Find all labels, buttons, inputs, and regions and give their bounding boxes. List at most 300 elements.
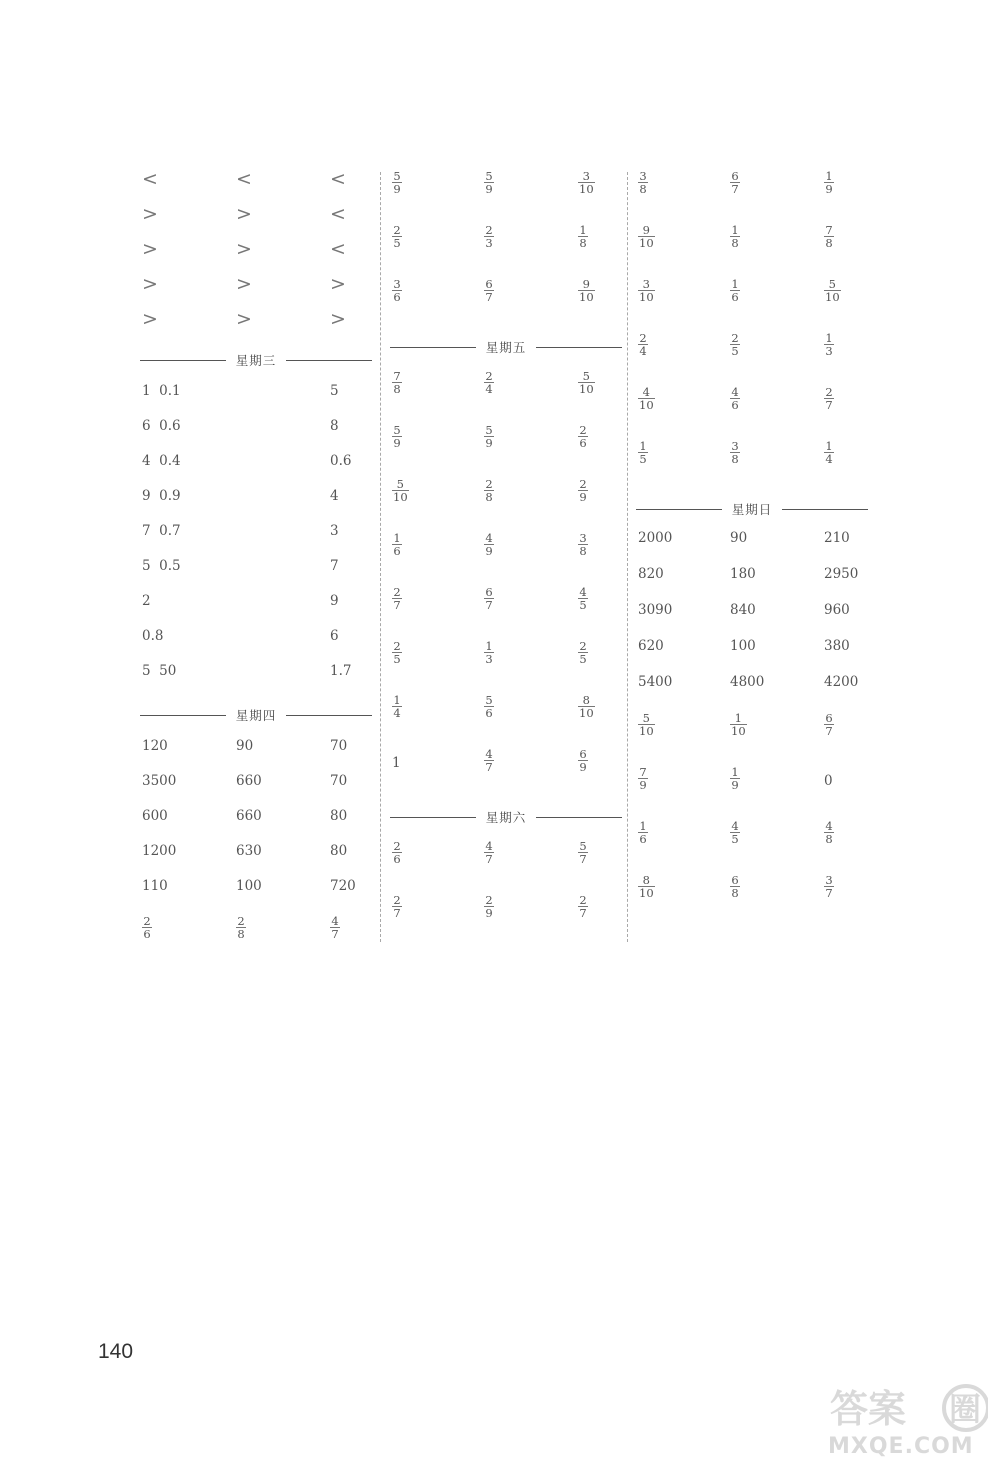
denominator: 7 (331, 927, 339, 941)
denominator: 10 (825, 290, 840, 304)
numerator: 6 (485, 277, 493, 291)
numerator: 5 (642, 711, 650, 725)
comparison-sign: > (142, 308, 158, 330)
numerator: 1 (639, 819, 647, 833)
numerator: 4 (731, 385, 739, 399)
numerator: 1 (734, 711, 742, 725)
answer-cell (484, 892, 494, 919)
fraction (730, 386, 740, 411)
answer-cell (142, 913, 152, 940)
answer-row (140, 738, 372, 773)
numerator: 1 (731, 223, 739, 237)
denominator: 9 (393, 436, 401, 450)
numerator: 2 (485, 223, 493, 237)
watermark-text: MXQE.COM (828, 1434, 974, 1459)
answer-cell (392, 892, 402, 919)
answer-row (140, 843, 372, 878)
column-divider-1 (380, 172, 381, 942)
numerator: 4 (485, 531, 493, 545)
answer-cell: 70 (330, 738, 348, 754)
numerator: 4 (579, 585, 587, 599)
answer-cell: 180 (730, 566, 756, 582)
answer-cell (392, 584, 402, 611)
denominator: 9 (579, 490, 587, 504)
comparison-sign: > (236, 238, 252, 260)
denominator: 8 (237, 927, 245, 941)
answer-cell (484, 692, 494, 719)
denominator: 8 (731, 886, 739, 900)
answer-cell (730, 222, 740, 249)
answer-row (636, 438, 868, 492)
denominator: 6 (639, 832, 647, 846)
answer-cell: 660 (236, 773, 262, 789)
numerator: 7 (639, 765, 647, 779)
answer-row (390, 222, 622, 276)
answer-cell: 3090 (638, 602, 673, 618)
answer-row (636, 872, 868, 926)
answer-cell (638, 710, 655, 737)
answer-cell (392, 530, 402, 557)
answer-cell: 7 (330, 558, 339, 574)
answer-cell (392, 476, 409, 503)
fraction (730, 170, 740, 195)
fraction (392, 224, 402, 249)
answer-cell (578, 476, 588, 503)
fraction (330, 915, 340, 940)
numerator: 5 (828, 277, 836, 291)
answer-cell (578, 222, 588, 249)
comparison-sign: < (330, 203, 346, 225)
answer-cell (730, 764, 740, 791)
answer-cell (730, 710, 747, 737)
denominator: 7 (485, 290, 493, 304)
numerator: 7 (393, 369, 401, 383)
answer-cell (578, 638, 588, 665)
answer-cell: 2 (142, 593, 151, 609)
comparison-sign: > (236, 203, 252, 225)
numerator: 6 (579, 747, 587, 761)
fraction (730, 278, 740, 303)
fraction (578, 478, 588, 503)
answer-cell (578, 746, 588, 773)
answer-cell (578, 168, 595, 195)
numerator: 6 (731, 169, 739, 183)
denominator: 8 (731, 236, 739, 250)
denominator: 10 (579, 706, 594, 720)
comparison-sign: > (330, 308, 346, 330)
numerator: 1 (485, 639, 493, 653)
fraction (638, 224, 655, 249)
denominator: 7 (825, 724, 833, 738)
answer-cell (730, 330, 740, 357)
fraction (484, 478, 494, 503)
answer-cell: 9 (330, 593, 339, 609)
fraction (638, 712, 655, 737)
numerator: 4 (331, 914, 339, 928)
denominator: 3 (825, 344, 833, 358)
numerator: 5 (485, 423, 493, 437)
numerator: 2 (579, 639, 587, 653)
fraction (392, 532, 402, 557)
denominator: 10 (579, 290, 594, 304)
fraction (578, 424, 588, 449)
comparison-sign: > (236, 308, 252, 330)
answer-cell (330, 913, 340, 940)
fraction (392, 170, 402, 195)
answer-cell: 90 (236, 738, 254, 754)
answer-cell (638, 764, 648, 791)
numerator: 1 (825, 169, 833, 183)
denominator: 7 (485, 760, 493, 774)
fraction (638, 170, 648, 195)
answer-cell (824, 818, 834, 845)
numerator: 5 (582, 369, 590, 383)
comparison-sign: > (236, 273, 252, 295)
answer-row (390, 168, 622, 222)
fraction (392, 894, 402, 919)
fraction (824, 170, 834, 195)
denominator: 5 (731, 344, 739, 358)
answer-row (636, 276, 868, 330)
answer-cell (392, 368, 402, 395)
fraction (484, 424, 494, 449)
answer-cell (484, 422, 494, 449)
fraction (578, 278, 595, 303)
answer-row (636, 710, 868, 764)
numerator: 5 (579, 839, 587, 853)
answer-row (390, 692, 622, 746)
denominator: 6 (143, 927, 151, 941)
numerator: 7 (825, 223, 833, 237)
numerator: 3 (639, 169, 647, 183)
header-rule-right (782, 509, 868, 510)
comparison-row (140, 308, 372, 343)
answer-cell: 8 (330, 418, 339, 434)
denominator: 5 (579, 652, 587, 666)
fraction (578, 894, 588, 919)
answer-cell (730, 818, 740, 845)
numerator: 2 (639, 331, 647, 345)
answer-cell (638, 438, 648, 465)
page-number: 140 (98, 1340, 134, 1363)
fraction (638, 386, 655, 411)
answer-row (390, 368, 622, 422)
answer-cell: 960 (824, 602, 850, 618)
denominator: 4 (393, 706, 401, 720)
answer-cell: 660 (236, 808, 262, 824)
denominator: 10 (639, 724, 654, 738)
fraction (730, 820, 740, 845)
answer-cell: 1 (392, 755, 401, 771)
numerator: 5 (485, 169, 493, 183)
fraction (578, 532, 588, 557)
fraction (730, 224, 740, 249)
answer-row (636, 566, 868, 602)
answer-row (140, 453, 372, 488)
answer-cell (824, 222, 834, 249)
answer-cell: 80 (330, 843, 348, 859)
fraction (638, 874, 655, 899)
answer-cell (578, 838, 588, 865)
answer-cell (730, 168, 740, 195)
fraction (730, 712, 747, 737)
numerator: 3 (579, 531, 587, 545)
denominator: 8 (731, 452, 739, 466)
denominator: 10 (579, 382, 594, 396)
column-1 (140, 168, 372, 953)
fraction (638, 278, 655, 303)
numerator: 3 (393, 277, 401, 291)
answer-cell (484, 168, 494, 195)
denominator: 5 (731, 832, 739, 846)
answer-circle-logo-icon (828, 1380, 988, 1436)
fraction (484, 532, 494, 557)
answer-cell: 380 (824, 638, 850, 654)
answer-cell: 0.6 (330, 453, 352, 469)
answer-cell (484, 368, 494, 395)
answer-cell (484, 530, 494, 557)
numerator: 2 (393, 893, 401, 907)
answer-cell: 6 0.6 (142, 418, 181, 434)
denominator: 7 (485, 598, 493, 612)
answer-row (390, 746, 622, 800)
denominator: 9 (731, 778, 739, 792)
answer-row (140, 628, 372, 663)
fraction (484, 278, 494, 303)
answer-cell (484, 476, 494, 503)
answer-cell (730, 384, 740, 411)
fraction (142, 915, 152, 940)
numerator: 6 (731, 873, 739, 887)
answer-cell: 9 0.9 (142, 488, 181, 504)
answer-cell: 0.8 (142, 628, 164, 644)
denominator: 10 (639, 236, 654, 250)
answer-cell (638, 384, 655, 411)
fraction (392, 840, 402, 865)
numerator: 3 (825, 873, 833, 887)
header-rule-right (536, 817, 622, 818)
answer-cell (730, 276, 740, 303)
header-rule-left (390, 817, 476, 818)
comparison-sign: > (142, 273, 158, 295)
fraction (484, 224, 494, 249)
fraction (638, 332, 648, 357)
comparison-row (140, 273, 372, 308)
numerator: 2 (393, 585, 401, 599)
answer-cell (236, 913, 246, 940)
numerator: 5 (485, 693, 493, 707)
answer-cell (578, 892, 588, 919)
denominator: 6 (393, 290, 401, 304)
answer-cell: 4800 (730, 674, 765, 690)
answer-cell: 5400 (638, 674, 673, 690)
answer-cell (484, 584, 494, 611)
answer-cell (638, 168, 648, 195)
answer-cell (578, 368, 595, 395)
fraction (578, 370, 595, 395)
answer-cell (638, 872, 655, 899)
fraction (392, 424, 402, 449)
answer-row (390, 422, 622, 476)
numerator: 1 (639, 439, 647, 453)
comparison-sign: < (330, 238, 346, 260)
day-title: 星期五 (485, 340, 527, 355)
answer-cell: 3 (330, 523, 339, 539)
answer-cell (392, 692, 402, 719)
numerator: 5 (393, 423, 401, 437)
denominator: 7 (393, 598, 401, 612)
numerator: 5 (396, 477, 404, 491)
fraction (484, 170, 494, 195)
numerator: 1 (393, 531, 401, 545)
numerator: 2 (731, 331, 739, 345)
numerator: 2 (393, 223, 401, 237)
answer-row (140, 418, 372, 453)
denominator: 4 (639, 344, 647, 358)
answer-row (140, 808, 372, 843)
fraction (578, 694, 595, 719)
denominator: 10 (731, 724, 746, 738)
answer-cell (484, 746, 494, 773)
column-3 (636, 168, 868, 926)
answer-row (636, 530, 868, 566)
answer-cell (578, 276, 595, 303)
numerator: 9 (642, 223, 650, 237)
answer-cell (578, 530, 588, 557)
numerator: 1 (731, 277, 739, 291)
denominator: 6 (485, 706, 493, 720)
numerator: 4 (642, 385, 650, 399)
answer-cell: 2950 (824, 566, 859, 582)
fraction (392, 640, 402, 665)
fraction (824, 820, 834, 845)
denominator: 5 (639, 452, 647, 466)
answer-cell (578, 692, 595, 719)
fraction (484, 370, 494, 395)
answer-cell (392, 222, 402, 249)
answer-cell (730, 872, 740, 899)
day-section-header (390, 330, 622, 364)
answer-row (636, 330, 868, 384)
answer-cell (484, 838, 494, 865)
answer-row (390, 838, 622, 892)
fraction (824, 874, 834, 899)
watermark-logo (828, 1380, 988, 1466)
answer-cell (824, 710, 834, 737)
comparison-sign: < (236, 168, 252, 190)
day-section-header (390, 800, 622, 834)
numerator: 1 (393, 693, 401, 707)
answer-cell (484, 222, 494, 249)
denominator: 8 (825, 832, 833, 846)
answer-cell: 1 0.1 (142, 383, 181, 399)
answer-cell (392, 168, 402, 195)
answer-row (140, 773, 372, 808)
answer-cell: 4 0.4 (142, 453, 181, 469)
numerator: 2 (579, 477, 587, 491)
numerator: 2 (485, 477, 493, 491)
answer-cell: 7 0.7 (142, 523, 181, 539)
comparison-row (140, 168, 372, 203)
answer-row (636, 674, 868, 710)
fraction (638, 766, 648, 791)
numerator: 9 (582, 277, 590, 291)
answer-cell: 120 (142, 738, 168, 754)
denominator: 5 (579, 598, 587, 612)
numerator: 1 (731, 765, 739, 779)
fraction (824, 224, 834, 249)
fraction (392, 370, 402, 395)
answer-cell (392, 638, 402, 665)
svg-text:圈: 圈 (949, 1390, 982, 1428)
numerator: 2 (825, 385, 833, 399)
answer-cell (578, 584, 588, 611)
numerator: 2 (143, 914, 151, 928)
comparison-sign: < (330, 168, 346, 190)
answer-cell (638, 818, 648, 845)
numerator: 8 (642, 873, 650, 887)
numerator: 1 (825, 331, 833, 345)
comparison-sign: < (142, 168, 158, 190)
answer-row (636, 638, 868, 674)
fraction (730, 766, 740, 791)
header-rule-right (286, 360, 372, 361)
day-section-header (140, 698, 372, 732)
answer-cell: 6 (330, 628, 339, 644)
answer-cell (824, 330, 834, 357)
denominator: 9 (393, 182, 401, 196)
answer-cell: 3500 (142, 773, 177, 789)
numerator: 6 (485, 585, 493, 599)
column-divider-2 (627, 172, 628, 942)
fraction (730, 440, 740, 465)
answer-cell (824, 168, 834, 195)
answer-cell: 630 (236, 843, 262, 859)
answer-row (636, 168, 868, 222)
answer-row (636, 602, 868, 638)
denominator: 7 (393, 906, 401, 920)
answer-cell: 1.7 (330, 663, 352, 679)
answer-row (390, 276, 622, 330)
answer-row (140, 593, 372, 628)
answer-cell: 620 (638, 638, 664, 654)
answer-row (140, 488, 372, 523)
answer-cell: 110 (142, 878, 168, 894)
column-2 (390, 168, 622, 946)
denominator: 7 (485, 852, 493, 866)
answer-cell (484, 276, 494, 303)
comparison-sign: > (330, 273, 346, 295)
answer-cell: 2000 (638, 530, 673, 546)
answer-cell (392, 276, 402, 303)
denominator: 9 (485, 436, 493, 450)
answer-cell: 5 0.5 (142, 558, 181, 574)
answer-row (140, 558, 372, 593)
fraction (824, 332, 834, 357)
fraction (484, 840, 494, 865)
denominator: 8 (579, 544, 587, 558)
numerator: 1 (825, 439, 833, 453)
denominator: 3 (485, 652, 493, 666)
answer-row (390, 892, 622, 946)
answer-cell: 5 (330, 383, 339, 399)
numerator: 4 (731, 819, 739, 833)
day-title: 星期三 (235, 353, 277, 368)
numerator: 2 (393, 839, 401, 853)
numerator: 2 (237, 914, 245, 928)
denominator: 8 (579, 236, 587, 250)
answer-cell: 100 (730, 638, 756, 654)
